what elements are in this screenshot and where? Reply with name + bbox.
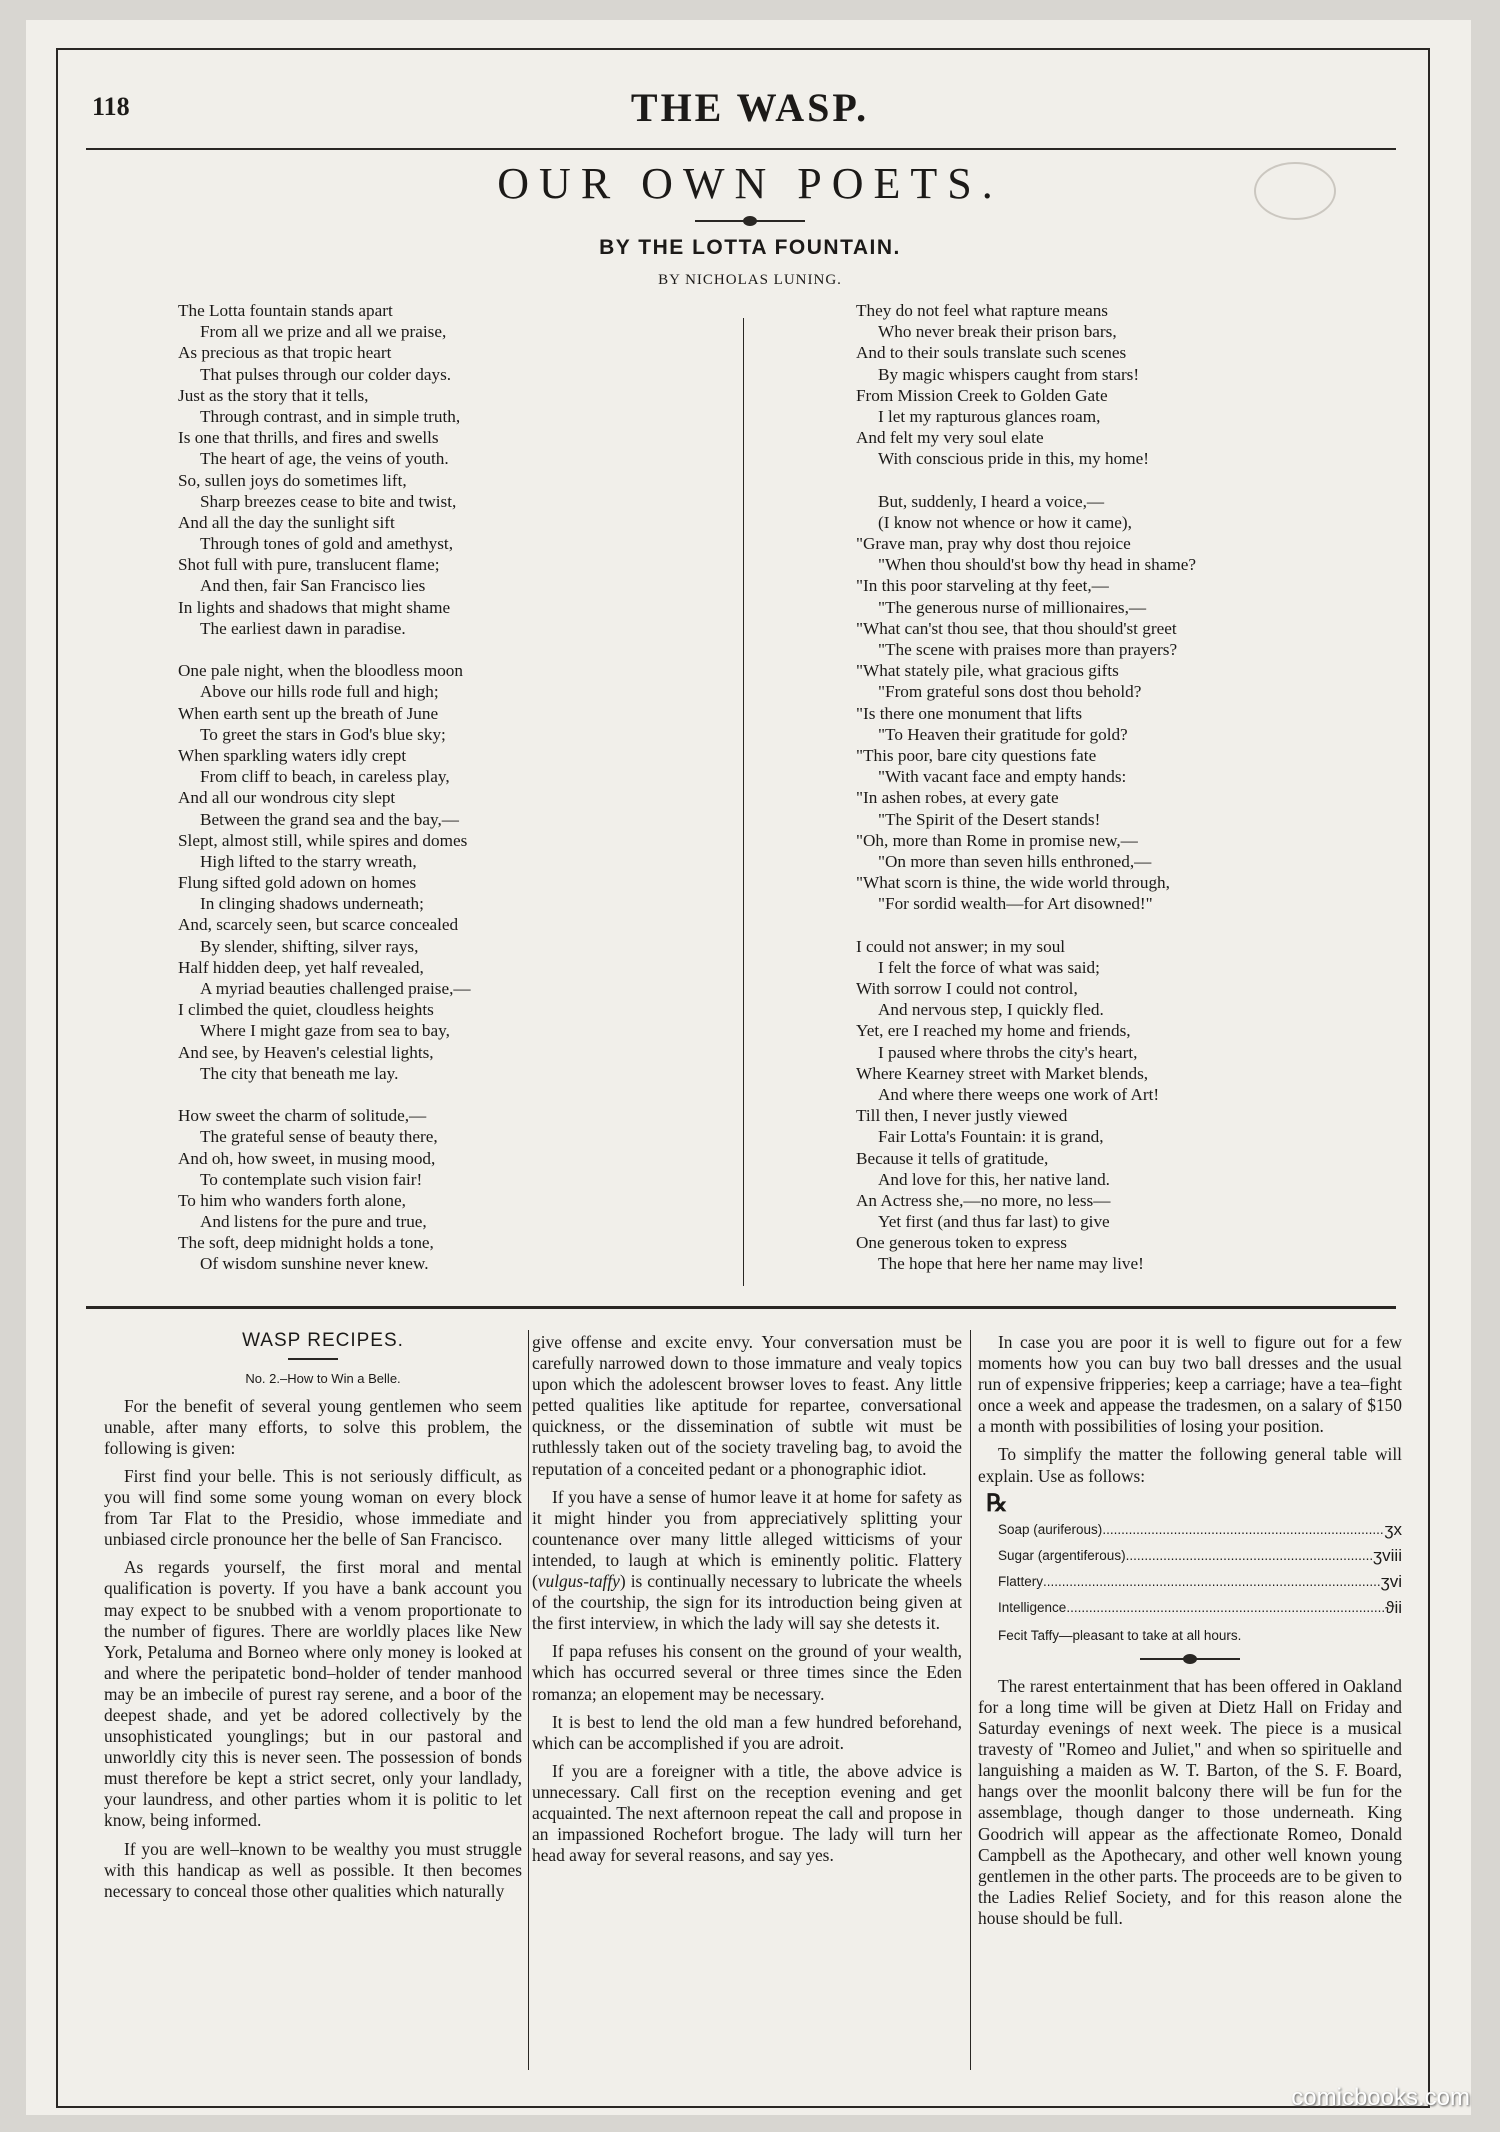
verse-line: Where Kearney street with Market blends, [856, 1063, 1149, 1083]
verse-line: Yet first (and thus far last) to give [878, 1212, 1110, 1232]
verse-line: The grateful sense of beauty there, [200, 1127, 438, 1147]
column-divider-1 [528, 1330, 529, 2070]
recipes-column-2 [532, 1332, 962, 1873]
verse-line: But, suddenly, I heard a voice,— [878, 491, 1105, 511]
leader-dots [1066, 1595, 1385, 1621]
poem-byline: BY NICHOLAS LUNING. [658, 272, 842, 288]
verse-line: From Mission Creek to Golden Gate [856, 385, 1108, 405]
prescription-row [978, 1569, 1402, 1595]
stanza-break [856, 914, 1196, 935]
prescription-row [978, 1543, 1402, 1569]
verse-line: I let my rapturous glances roam, [878, 406, 1101, 426]
verse-line: From all we prize and all we praise, [200, 322, 447, 342]
verse-line: One pale night, when the bloodless moon [178, 661, 463, 681]
verse-line: "This poor, bare city questions fate [856, 745, 1097, 765]
verse-line: And, scarcely seen, but scarce concealed [178, 915, 459, 935]
verse-line: And oh, how sweet, in musing mood, [178, 1148, 436, 1168]
verse-line: Flung sifted gold adown on homes [178, 873, 417, 893]
watermark: comicbooks.com [1291, 2084, 1470, 2111]
verse-line: "Oh, more than Rome in promise new,— [856, 830, 1138, 850]
verse-line: "From grateful sons dost thou behold? [878, 682, 1142, 702]
verse-line: Till then, I never justly viewed [856, 1106, 1068, 1126]
leader-dots [1043, 1569, 1380, 1595]
verse-line: And love for this, her native land. [878, 1169, 1110, 1189]
heading-rule [288, 1358, 338, 1360]
recipes-heading: WASP RECIPES. [242, 1330, 404, 1351]
stanza-break [178, 1084, 471, 1105]
verse-line: And then, fair San Francisco lies [200, 576, 426, 596]
verse-line: The hope that here her name may live! [878, 1254, 1144, 1274]
verse-line: The heart of age, the veins of youth. [200, 449, 449, 469]
prescription-note: Fecit Taffy—pleasant to take at all hours. [998, 1627, 1242, 1643]
poem-title: OUR OWN POETS. [497, 159, 1003, 208]
verse-line: "When thou should'st bow thy head in shame? [878, 555, 1197, 575]
verse-line: "With vacant face and empty hands: [878, 767, 1127, 787]
title-ornament [695, 216, 805, 226]
verse-line: A myriad beauties challenged praise,— [200, 979, 471, 998]
verse-line: Is one that thrills, and fires and swells [178, 428, 439, 448]
verse-line: With conscious pride in this, my home! [878, 449, 1149, 469]
poem-column-divider [743, 318, 744, 1286]
verse-line: How sweet the charm of solitude,— [178, 1106, 427, 1126]
verse-line: To greet the stars in God's blue sky; [200, 724, 446, 744]
verse-line: (I know not whence or how it came), [878, 512, 1132, 532]
stanza-break [178, 639, 471, 660]
verse-line: By slender, shifting, silver rays, [200, 936, 419, 956]
verse-line: "What stately pile, what gracious gifts [856, 661, 1119, 681]
paragraph: To simplify the matter the following general table will explain. Use as follows: [978, 1444, 1402, 1486]
verse-line: And all our wondrous city slept [178, 788, 396, 808]
verse-line: From cliff to beach, in careless play, [200, 767, 450, 787]
verse-line: "For sordid wealth—for Art disowned!" [878, 894, 1153, 914]
verse-line: In lights and shadows that might shame [178, 597, 451, 617]
masthead: THE WASP. [630, 85, 870, 130]
paragraph: If you are a foreigner with a title, the above advice is unnecessary. Call first on the reception evening and get acquainted. The next afternoon repeat the call and propose in an impassioned Rochefort brogue. The lady will turn her head away for several reasons, and say yes. [532, 1760, 962, 1866]
verse-line: "The scene with praises more than prayers? [878, 640, 1178, 659]
verse-line: By magic whispers caught from stars! [878, 364, 1140, 384]
verse-line: When earth sent up the breath of June [178, 703, 439, 723]
verse-line: Yet, ere I reached my home and friends, [856, 1021, 1131, 1041]
verse-line: "In ashen robes, at every gate [856, 788, 1059, 808]
verse-line: The city that beneath me lay. [200, 1063, 399, 1083]
oakland-notice: The rarest entertainment that has been offered in Oakland for a long time will be given at Dietz Hall on Friday and Saturday evenings of next week. The piece is a musical travesty of "Romeo and Juliet," and when so spirituelle and languishing a maiden as W. T. Barton, of the S. F. Board, hangs over the moonlit balcony there will be fun for the assemblage, though danger to those underneath. King Goodrich will appear as the affectionate Romeo, Donald Campbell as the Apothecary, and other well known young gentlemen in the other parts. The proceeds are to be given to the Ladies Relief Society, and for this reason alone the house should be full. [978, 1675, 1402, 1928]
verse-line: "What can'st thou see, that thou should'st greet [856, 618, 1177, 638]
verse-line: Through tones of gold and amethyst, [200, 534, 453, 554]
verse-line: Shot full with pure, translucent flame; [178, 555, 440, 575]
prescription-symbol: ℞ [986, 1490, 1008, 1517]
prescription-row [978, 1517, 1402, 1543]
verse-line: I could not answer; in my soul [856, 936, 1066, 956]
verse-line: "To Heaven their gratitude for gold? [878, 724, 1128, 744]
verse-line: "On more than seven hills enthroned,— [878, 851, 1152, 871]
verse-line: And felt my very soul elate [856, 428, 1044, 448]
prescription-amount: ʒx [1384, 1519, 1402, 1539]
prescription-amount: ϑii [1385, 1597, 1402, 1617]
verse-line: When sparkling waters idly crept [178, 745, 407, 765]
leader-dots [1102, 1517, 1384, 1543]
section-ornament [1140, 1654, 1240, 1664]
verse-line: I paused where throbs the city's heart, [878, 1042, 1138, 1062]
verse-line: To contemplate such vision fair! [200, 1169, 423, 1189]
verse-line: "Is there one monument that lifts [856, 703, 1083, 723]
verse-line: That pulses through our colder days. [200, 364, 452, 384]
verse-line: "The Spirit of the Desert stands! [878, 809, 1101, 829]
verse-line: Who never break their prison bars, [878, 322, 1117, 342]
verse-line: The earliest dawn in paradise. [200, 618, 406, 638]
verse-line: Of wisdom sunshine never knew. [200, 1254, 429, 1274]
verse-line: The Lotta fountain stands apart [178, 301, 393, 320]
leader-dots [1126, 1543, 1373, 1569]
recipes-column-3 [978, 1332, 1402, 1936]
verse-line: To him who wanders forth alone, [178, 1190, 406, 1210]
verse-line: And see, by Heaven's celestial lights, [178, 1042, 434, 1062]
verse-line: In clinging shadows underneath; [200, 894, 424, 914]
verse-line: And to their souls translate such scenes [856, 343, 1127, 363]
paragraph: For the benefit of several young gentlemen who seem unable, after many efforts, to solve this problem, the following is given: [104, 1395, 522, 1458]
paragraph: In case you are poor it is well to figure out for a few moments how you can buy two ball dresses and the usual run of expensive fripperies; keep a carriage; have a tea–fight once a week and appease the tradesmen, on a salary of $150 a month with possibilities of losing your position. [978, 1332, 1402, 1437]
verse-line: The soft, deep midnight holds a tone, [178, 1233, 434, 1253]
verse-line: High lifted to the starry wreath, [200, 851, 417, 871]
prescription-amount: ʒvi [1380, 1571, 1402, 1591]
paragraph: If you have a sense of humor leave it at home for safety as it might hinder you from appreciatively splitting your countenance over many little alleged witticisms of your intended, to laugh at which is eminently politic. Flattery (vulgus-taffy) is continually necessary to lubricate the wheels of the courtship, the sign for its introduction being given at the first interview, in which the lady will say she detests it. [532, 1486, 962, 1634]
verse-line: They do not feel what rapture means [856, 301, 1108, 320]
verse-line: I felt the force of what was said; [878, 957, 1100, 977]
prescription-item: Sugar (argentiferous) [998, 1547, 1126, 1563]
recipes-subheading: No. 2.–How to Win a Belle. [245, 1370, 401, 1386]
verse-line: Above our hills rode full and high; [200, 682, 439, 702]
verse-line: Slept, almost still, while spires and domes [178, 830, 468, 850]
poem-right-column [856, 300, 1196, 1275]
verse-line: "Grave man, pray why dost thou rejoice [856, 534, 1131, 554]
verse-line: Between the grand sea and the bay,— [200, 809, 459, 829]
verse-line: Fair Lotta's Fountain: it is grand, [878, 1127, 1104, 1147]
section-rule [86, 1306, 1396, 1309]
verse-line: "In this poor starveling at thy feet,— [856, 576, 1109, 596]
verse-line: One generous token to express [856, 1233, 1067, 1253]
prescription-item: Flattery [998, 1573, 1044, 1589]
verse-line: "What scorn is thine, the wide world through, [856, 873, 1170, 893]
prescription-row [978, 1595, 1402, 1621]
prescription-table [978, 1517, 1402, 1621]
page-number: 118 [92, 92, 130, 121]
verse-line: An Actress she,—no more, no less— [856, 1190, 1111, 1210]
verse-line: With sorrow I could not control, [856, 979, 1078, 998]
verse-line: And all the day the sunlight sift [178, 512, 395, 532]
paragraph: It is best to lend the old man a few hundred beforehand, which can be accomplished if you are adroit. [532, 1711, 962, 1753]
verse-line: "The generous nurse of millionaires,— [878, 597, 1147, 617]
prescription-item: Intelligence [998, 1599, 1067, 1615]
prescription-amount: ʒviii [1372, 1545, 1402, 1565]
verse-line: So, sullen joys do sometimes lift, [178, 470, 407, 490]
verse-line: As precious as that tropic heart [178, 343, 392, 363]
recipes-column-1 [104, 1330, 522, 1909]
paragraph: If papa refuses his consent on the ground of your wealth, which has occurred several or three times since the Eden romanza; an elopement may be necessary. [532, 1641, 962, 1704]
paragraph: If you are well–known to be wealthy you must struggle with this handicap as well as possible. It then becomes necessary to conceal those other qualities which naturally [104, 1838, 522, 1901]
poem-left-column [178, 300, 471, 1275]
verse-line: And listens for the pure and true, [200, 1212, 427, 1232]
verse-line: Where I might gaze from sea to bay, [200, 1021, 450, 1041]
verse-line: And where there weeps one work of Art! [878, 1084, 1160, 1104]
verse-line: Just as the story that it tells, [178, 385, 369, 405]
poem-subtitle: BY THE LOTTA FOUNTAIN. [599, 236, 901, 259]
paragraph: As regards yourself, the first moral and mental qualification is poverty. If you have a bank account you may expect to be snubbed with a venom proportionate to the number of figures. There are worldly places like New York, Petaluma and Borneo where only money is looked at and where the peripatetic bond–holder of tender manhood may be an imbecile of purest ray serene, and a boor of the deepest shade, and yet be adored collectively by the unsophisticated younglings; but in our pastoral and unworldly city this is never seen. The possession of bonds must therefore be kept a strict secret, only your landlady, your laundress, and other parties whom it is politic to let know, being informed. [104, 1557, 522, 1831]
verse-line: Through contrast, and in simple truth, [200, 406, 461, 426]
verse-line: Because it tells of gratitude, [856, 1148, 1049, 1168]
verse-line: Half hidden deep, yet half revealed, [178, 957, 424, 977]
prescription-item: Soap (auriferous) [998, 1521, 1103, 1537]
verse-line: Sharp breezes cease to bite and twist, [200, 491, 457, 511]
paragraph: First find your belle. This is not seriously difficult, as you will find some some young woman on every block from Tar Flat to the Presidio, whose immediate and unbiased circle pronounce her the belle of San Francisco. [104, 1465, 522, 1550]
masthead-rule [86, 148, 1396, 150]
column-divider-2 [970, 1330, 971, 2070]
paragraph: give offense and excite envy. Your conversation must be carefully narrowed down to those immature and vealy topics upon which the adolescent browser loves to feast. Any little petted qualities like aptitude for repartee, conversational quickness, or the dissemination of subtle wit must be ruthlessly taken out of the society traveling bag, to avoid the reputation of a conceited pedant or a phonographic idiot. [532, 1332, 962, 1479]
stanza-break [856, 470, 1196, 491]
verse-line: I climbed the quiet, cloudless heights [178, 1000, 434, 1020]
verse-line: And nervous step, I quickly fled. [878, 1000, 1104, 1020]
